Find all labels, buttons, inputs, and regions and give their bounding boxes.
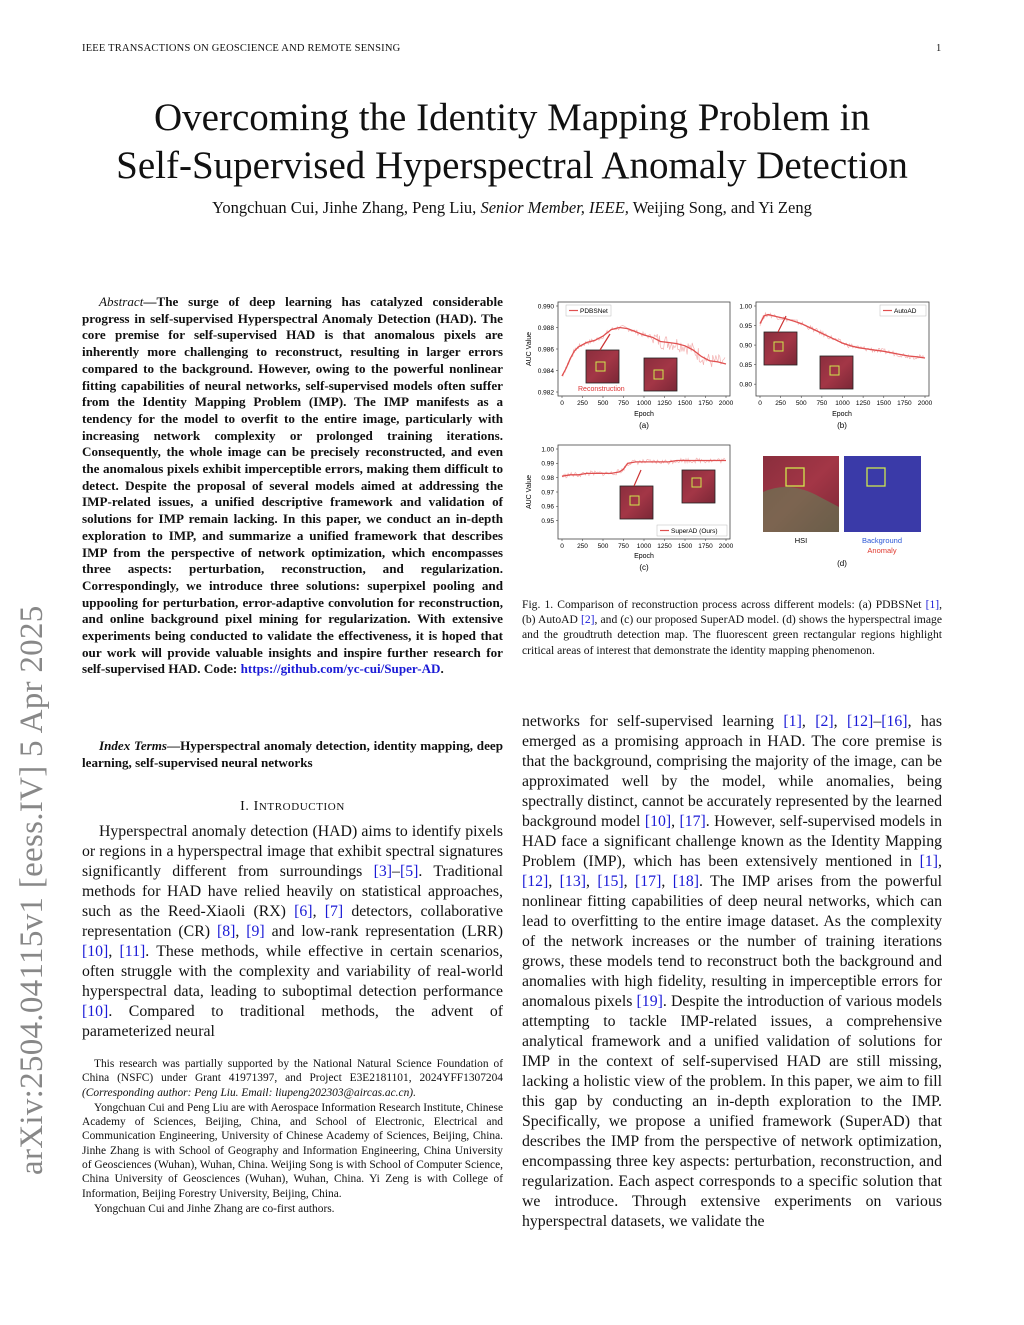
xtick-label: 1750 [897,400,912,407]
xtick-label: 1000 [636,543,652,550]
intro-paragraph-continued: networks for self-supervised learning [1], [2], [12]–[16], has emerged as a promising approach in HAD. The core premise is that the background, comprising the majority of the image, can be approximated well by the model, while anomalies, being spectrally distinct, cannot be accurately represented by the learned background model [10], [17]. However, self-supervised models in HAD face a significant challenge known as the Identity Mapping Problem (IMP), which has been extensively mentioned in [1], [12], [13], [15], [17], [18]. The IMP arises from the powerful nonlinear fitting capabilities of deep neural networks, which can lead to overfitting to the entire image dataset. As the complexity of the network increases or the number of training iterations grows, these models tend to reconstruct both the background and anomalies with high fidelity, resulting in imperceptible errors for anomalous pixels [19]. Despite the introduction of various models attempting to tackle IMP-related issues, a comprehensive analytical framework and a unified validation of solutions for IMP in the context of self-supervised HAD are still missing, lacking a holistic view of the problem. In this paper, we aim to fill this gap by conducting an in-depth exploration to the IMP. Specifically, we propose a unified framework (SuperAD) that describes the IMP from the perspective of network optimization, encompassing three key aspects: perturbation, reconstruction, and regularization. Each aspect corresponds to a specific solution that we introduce. Through extensive experiments on various hyperspectral datasets, we validate the [522,713,943,1230]
intro-paragraph: Hyperspectral anomaly detection (HAD) aims to identify pixels or regions in a hyperspectral image that exhibit spectral signatures significantly different from surroundings [3]–[5]. Traditional methods for HAD have relied heavily on statistical approaches, such as the Reed-Xiaoli (RX) [6], [7] detectors, collaborative representation (CR) [8], [9] and low-rank representation (LRR) [10], [11]. These methods, while effective in certain scenarios, often struggle with the complexity and variability of real-world hyperspectral data, leading to suboptimal detection performance [10]. Compared to traditional methods, the advent of parameterized neural [82,823,504,1040]
inset-image-b2 [820,356,853,389]
ytick-label: 0.80 [739,381,752,389]
xtick-label: 1250 [657,400,672,407]
code-link[interactable]: https://github.com/yc-cui/Super-AD [240,661,441,677]
inset-image-a1 [586,350,619,383]
chart-panel-b [739,302,932,430]
xtick-label: 500 [597,400,609,407]
reconstruction-label: Reconstruction [578,386,625,393]
xtick-label: 1000 [835,400,850,407]
background-label: Background [861,536,903,545]
panel-label-d: (d) [837,559,847,568]
legend-label-b: AutoAD [894,308,917,315]
xtick-label: 1250 [657,543,672,550]
xtick-label: 2000 [718,543,734,550]
xtick-label: 1750 [698,400,713,407]
panel-label-b: (b) [837,421,847,430]
xtick-label: 2000 [917,400,933,407]
paper-title: Overcoming the Identity Mapping Problem in Self-Supervised Hyperspectral Anomaly Detection [116,96,908,187]
panel-label-c: (c) [639,563,649,572]
ytick-label: 0.95 [541,517,554,525]
xtick-label: 250 [775,400,787,407]
ytick-label: 0.982 [537,389,554,397]
xtick-label: 0 [758,400,762,407]
ytick-label: 0.99 [541,460,554,468]
xlabel-b: Epoch [832,411,852,418]
ytick-label: 0.990 [537,303,554,311]
inset-image-c1 [620,486,653,519]
running-header: IEEE TRANSACTIONS ON GEOSCIENCE AND REMOTE SENSING [82,43,401,54]
xtick-label: 0 [560,543,564,550]
ytick-label: 1.00 [541,446,554,454]
xtick-label: 250 [577,400,588,407]
figure-1 [520,292,946,577]
index-terms: Index Terms—Hyperspectral anomaly detection, identity mapping, deep learning, self-supervised neural networks [82,738,503,770]
panel-d [763,456,921,568]
ylabel-a: AUC Value [526,331,533,367]
xlabel-a: Epoch [634,411,654,418]
panel-label-a: (a) [639,421,649,430]
ytick-label: 0.984 [537,367,554,375]
legend-label-a: PDBSNet [580,308,608,315]
chart-panel-c [526,445,734,572]
inset-image-a2 [644,358,677,391]
xtick-label: 0 [560,400,564,407]
xtick-label: 1000 [636,400,652,407]
xtick-label: 500 [597,543,609,550]
xtick-label: 2000 [718,400,734,407]
arxiv-stamp: arXiv:2504.04115v1 [eess.IV] 5 Apr 2025 [14,605,50,1175]
ytick-label: 0.988 [537,324,554,332]
abstract: Abstract—The surge of deep learning has catalyzed considerable progress in self-supervised Hyperspectral Anomaly Detection (HAD). The core premise for self-supervised HAD is that anomalous pixels are inherently more challenging to reconstruct, resulting in larger errors compared to the background. However, owing to the powerful nonlinear fitting capabilities of neural networks, self-supervised models often suffer from the Identity Mapping Problem (IMP). The IMP manifests as a tendency for the model to overfit to the entire image, particularly with increasing network complexity or prolonged training iterations. Consequently, the whole image can be precisely reconstructed, and even the anomalous pixels exhibit imperceptible errors, making them difficult to detect. Despite the proposal of several models aimed at addressing the IMP-related issues, a unified descriptive framework and validation of solutions for IMP remain lacking. In this paper, we conduct an in-depth exploration to IMP, and summarize a unified framework that describes IMP from the perspective of network optimization, which encompasses three aspects: perturbation, reconstruction, and regularization. Correspondingly, we introduce three solutions: superpixel pooling and uppooling for perturbation, error-adaptive convolution for reconstruction, and online background pixel mining for regularization. With extensive experiments being conducted to validate the effectiveness, it is hoped that our work will provide valuable insights and inspire further research for self-supervised HAD. Code: https://github.com/yc-cui/Super-AD. [82,294,503,677]
chart-panel-a [526,302,734,430]
ytick-label: 0.95 [739,322,752,330]
xtick-label: 750 [618,543,629,550]
xtick-label: 750 [816,400,828,407]
author-list: Yongchuan Cui, Jinhe Zhang, Peng Liu, Senior Member, IEEE, Weijing Song, and Yi Zeng [212,198,812,217]
xtick-label: 1500 [677,543,693,550]
xtick-label: 1750 [698,543,713,550]
xtick-label: 1500 [876,400,891,407]
inset-image-b1 [764,332,797,365]
legend-label-c: SuperAD (Ours) [671,528,718,535]
ytick-label: 0.98 [541,474,554,482]
ytick-label: 1.00 [739,303,752,311]
ytick-label: 0.90 [739,342,752,350]
ytick-label: 0.986 [537,346,554,354]
ytick-label: 0.96 [541,503,554,511]
section-heading: I. INTRODUCTION [240,799,345,814]
xtick-label: 1250 [855,400,871,407]
footnotes: This research was partially supported by the National Natural Science Foundation of China (NSFC) under Grant 41971397, and Project E3E2181101, 2024YFF1307204 (Corresponding author: Peng Liu. Email: liupeng202303@aircas.ac.cn). Yongchuan Cui and Peng Liu are with Aerospace Information Research Institute, Chinese Academy of Sciences, Beijing, China, and School of Electronic, Electrical and Communication Engineering, University of Chinese Academy of Sciences, Beijing, China. Jinhe Zhang is with School of Geography and Information Engineering, China University of Geosciences (Wuhan), Wuhan, China. Weijing Song is with School of Computer Science, China University of Geosciences (Wuhan), Wuhan, China. Yi Zeng is with College of Information, Beijing Forestry University, Beijing, China. Yongchuan Cui and Jinhe Zhang are co-first authors. [82,1058,503,1215]
ytick-label: 0.85 [739,361,752,369]
figure-caption: Fig. 1. Comparison of reconstruction process across different models: (a) PDBSNet [1], (b) AutoAD [2], and (c) our proposed SuperAD model. (d) shows the hyperspectral image and the groudtruth detection map. The fluorescent green rectangular regions highlight critical areas of interest that demonstrate the identity mapping phenomenon. [522,598,943,657]
anomaly-label: Anomaly [867,546,897,555]
xtick-label: 500 [795,400,807,407]
xtick-label: 1500 [677,400,693,407]
xlabel-c: Epoch [634,553,654,560]
hsi-label: HSI [794,536,808,545]
xtick-label: 250 [577,543,588,550]
page-number: 1 [936,43,942,54]
ytick-label: 0.97 [541,489,554,497]
ylabel-c: AUC Value [526,474,533,510]
xtick-label: 750 [618,400,629,407]
